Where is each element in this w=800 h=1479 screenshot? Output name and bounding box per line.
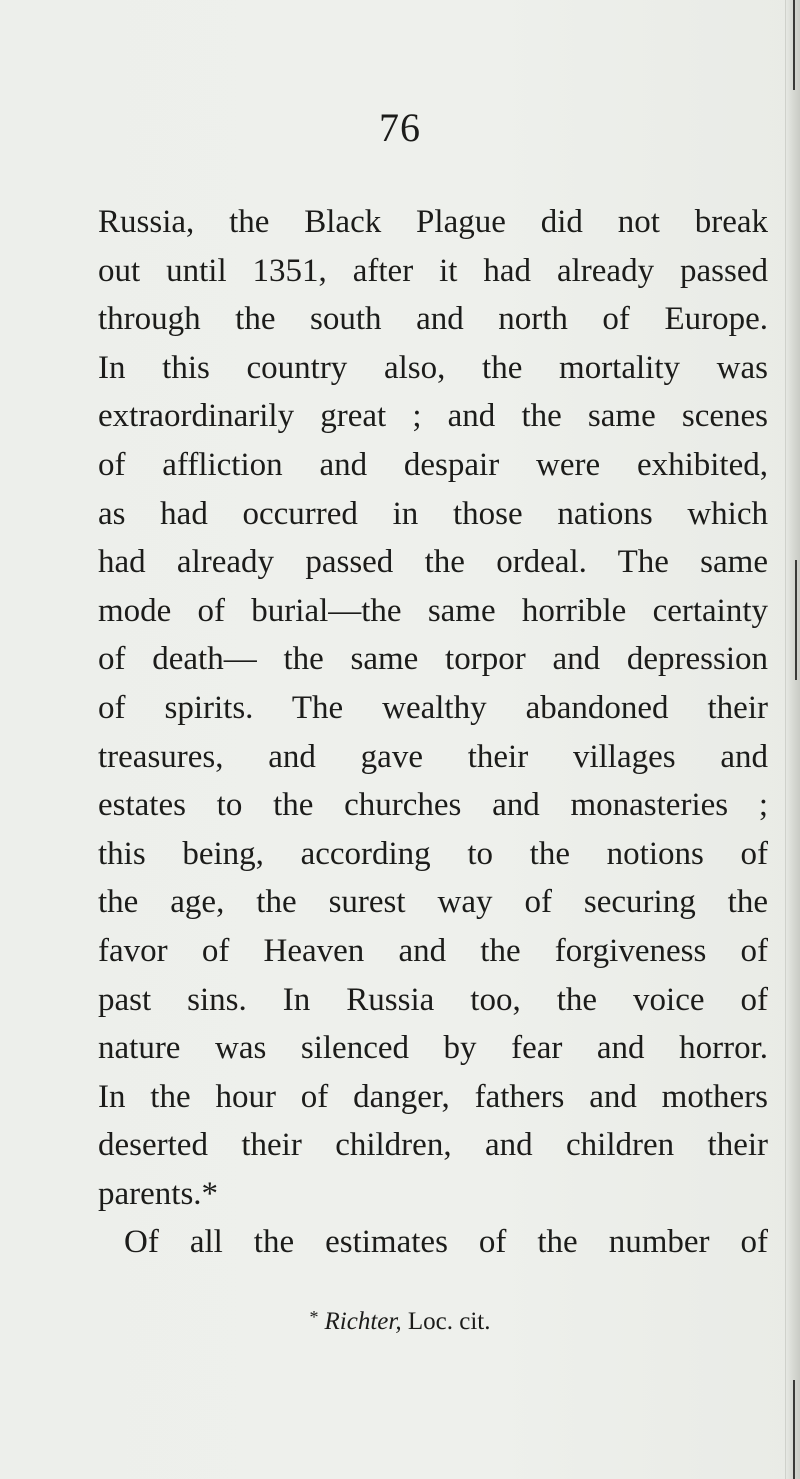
text-line: parents.* [98, 1175, 219, 1212]
paragraph-first-line: Of all the estimates of the number of [124, 1224, 768, 1261]
text-line: In the hour of danger, fathers and mothers [98, 1078, 768, 1115]
text-line: nature was silenced by fear and horror. [98, 1030, 768, 1067]
text-line: past sins. In Russia too, the voice of [98, 981, 768, 1018]
text-line: mode of burial—the same horrible certainty [98, 592, 768, 629]
text-line: of death— the same torpor and depression [98, 641, 768, 678]
edge-shadow-line [795, 560, 797, 680]
text-line: Russia, the Black Plague did not break [98, 204, 768, 240]
footnote-marker: * [309, 1307, 319, 1327]
text-line: favor of Heaven and the forgiveness of [98, 932, 768, 969]
text-line: this being, according to the notions of [98, 835, 768, 872]
text-line: of spirits. The wealthy abandoned their [98, 689, 768, 726]
text-line: as had occurred in those nations which [98, 495, 768, 532]
page-edge [785, 0, 800, 1479]
text-line: extraordinarily great ; and the same scenes [98, 398, 768, 435]
page-number: 76 [379, 105, 421, 150]
text-line: the age, the surest way of securing the [98, 884, 768, 921]
text-line: In this country also, the mortality was [98, 349, 768, 386]
footnote-citation: Loc. cit. [407, 1308, 491, 1335]
text-line: treasures, and gave their villages and [98, 738, 768, 775]
text-line: estates to the churches and monasteries ; [98, 787, 768, 824]
text-line: of affliction and despair were exhibited, [98, 446, 768, 483]
text-line: deserted their children, and children their [98, 1127, 768, 1164]
edge-shadow-line [793, 1380, 795, 1479]
text-line: had already passed the ordeal. The same [98, 544, 768, 581]
body-text [98, 198, 768, 1267]
text-line: through the south and north of Europe. [98, 301, 768, 338]
footnote [0, 1307, 800, 1336]
edge-shadow-line [793, 0, 795, 90]
footnote-author: Richter, [324, 1308, 402, 1335]
text-line: out until 1351, after it had already passed [98, 252, 768, 289]
